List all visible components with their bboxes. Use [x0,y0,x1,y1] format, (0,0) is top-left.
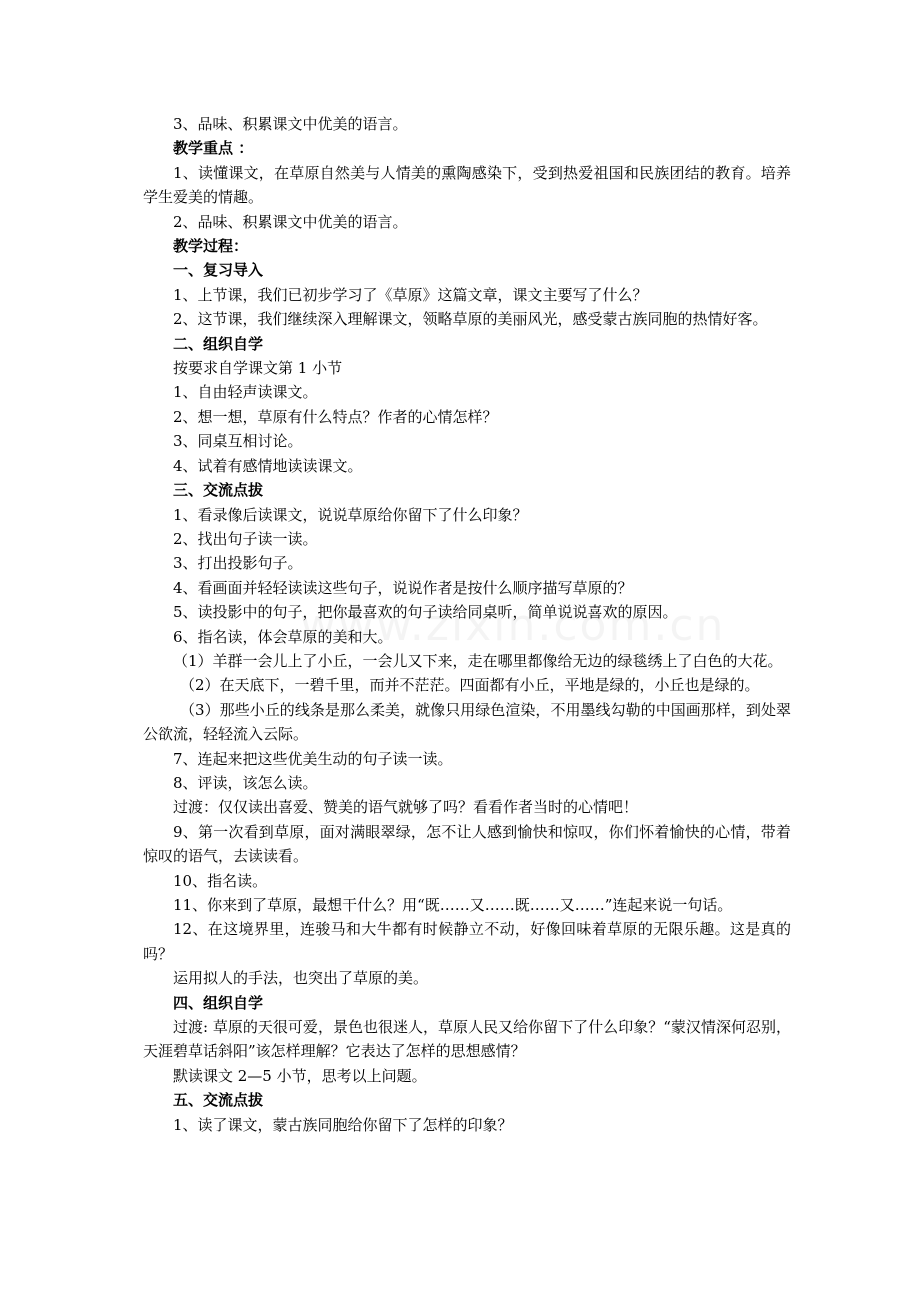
paragraph: 2、想一想，草原有什么特点？作者的心情怎样？ [173,407,498,426]
section-heading: 教学重点 ： [173,139,254,158]
paragraph: 1、读懂课文，在草原自然美与人情美的熏陶感染下，受到热爱祖国和民族团结的教育。培养学生爱美的情趣。 [143,163,791,207]
paragraph: 1、看录像后读课文，说说草原给你留下了什么印象？ [173,505,528,524]
paragraph: 7、连起来把这些优美生动的句子读一读。 [173,749,453,768]
section-heading: 教学过程： [173,237,249,256]
paragraph: 9、第一次看到草原，面对满眼翠绿，怎不让人感到愉快和惊叹，你们怀着愉快的心情，带着惊叹的语气，去读读看。 [143,822,791,866]
paragraph: 10、指名读。 [173,871,268,890]
paragraph: 4、试着有感情地读读课文。 [173,456,363,475]
paragraph: 3、打出投影句子。 [173,554,303,573]
paragraph: 1、自由轻声读课文。 [173,383,318,402]
paragraph: 默读课文 2—5 小节，思考以上问题。 [173,1066,427,1085]
paragraph: 4、看画面并轻轻读读这些句子，说说作者是按什么顺序描写草原的？ [173,578,633,597]
paragraph: 过渡: 草原的天很可爱，景色也很迷人，草原人民又给你留下了什么印象？“蒙汉情深何忍别，天涯碧草话斜阳”该怎样理解？它表达了怎样的思想感情？ [143,1018,791,1061]
paragraph: 按要求自学课文第 1 小节 [173,359,343,378]
paragraph: 1、读了课文，蒙古族同胞给你留下了怎样的印象？ [173,1115,513,1134]
paragraph: 2、品味、积累课文中优美的语言。 [173,212,408,231]
paragraph: 运用拟人的手法，也突出了草原的美。 [173,969,429,988]
paragraph: 2、找出句子读一读。 [173,529,318,548]
paragraph: （2）在天底下，一碧千里，而并不茫茫。四面都有小丘，平地是绿的，小丘也是绿的。 [180,676,760,695]
paragraph: 5、读投影中的句子，把你最喜欢的句子读给同桌听，简单说说喜欢的原因。 [173,603,678,622]
section-heading: 五、交流点拔 [173,1091,264,1110]
section-heading: 三、交流点拔 [173,481,264,500]
paragraph: 3、品味、积累课文中优美的语言。 [173,115,408,133]
paragraph: 过渡：仅仅读出喜爱、赞美的语气就够了吗？看看作者当时的心情吧！ [173,798,639,817]
paragraph: 2、这节课，我们继续深入理解课文，领略草原的美丽风光，感受蒙古族同胞的热情好客。 [173,310,768,329]
paragraph: 6、指名读，体会草原的美和大。 [173,627,393,646]
paragraph: 1、上节课，我们已初步学习了《草原》这篇文章，课文主要写了什么？ [173,285,648,304]
paragraph: 11、你来到了草原，最想干什么？用“既……又……既……又……”连起来说一句话。 [173,896,733,914]
paragraph: 8、评读，该怎么读。 [173,773,318,792]
section-heading: 一、复习导入 [173,261,264,280]
section-heading: 四、组织自学 [173,993,264,1012]
paragraph: （1）羊群一会儿上了小丘，一会儿又下来，走在哪里都像给无边的绿毯绣上了白色的大花。 [173,651,783,670]
paragraph: 12、在这境界里，连骏马和大牛都有时候静立不动，好像回味着草原的无限乐趣。这是真的吗？ [143,920,791,963]
section-heading: 二、组织自学 [173,334,264,353]
paragraph: 3、同桌互相讨论。 [173,432,303,451]
document-body [143,112,791,1137]
paragraph: （3）那些小丘的线条是那么柔美，就像只用绿色渲染，不用墨线勾勒的中国画那样，到处翠公欲流，轻轻流入云际。 [143,700,791,744]
